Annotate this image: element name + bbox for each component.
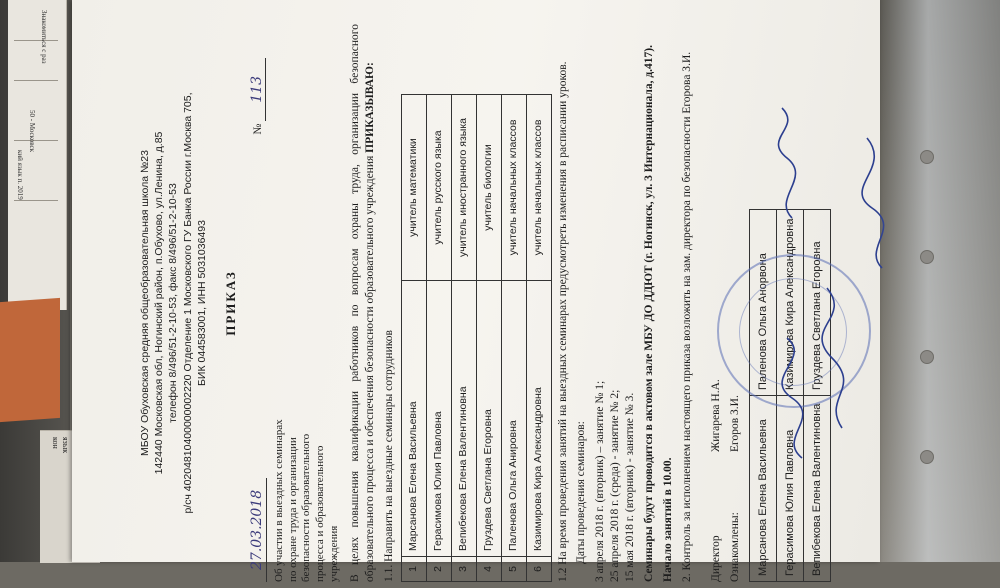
org-name: МБОУ Обуховская средняя общеобразовательная школа №23 [139, 150, 151, 456]
ack-cell: Герасимова Юлия Павловна [776, 396, 803, 582]
staff-name: Герасимова Юлия Павловна [426, 281, 451, 557]
staff-name: Вепибекова Елена Валентиновна [451, 281, 476, 557]
row-number: 4 [476, 557, 501, 582]
ack-cell: Паленова Ольга Анорвона [749, 210, 776, 396]
item-2: 2. Контроль за исполнением настоящего приказа возложить на зам. директора по безопасности Егорова З.И. [681, 51, 694, 582]
ack-cell: Груздева Светлана Егоровна [803, 210, 830, 396]
row-number: 5 [501, 557, 526, 582]
document-title: ПРИКАЗ [222, 270, 238, 336]
director-name: Жигарева Н.А. [710, 379, 722, 452]
subject-line: по охране труда и организации [286, 437, 299, 582]
side-text: 50 - Московск [28, 110, 36, 152]
staff-name: Груздева Светлана Егоровна [476, 281, 501, 557]
table-row [476, 95, 501, 582]
stack-text: кон [51, 437, 60, 449]
date-line [248, 58, 267, 582]
staff-role: учитель иностранного языка [451, 95, 476, 281]
start-time: Начало занятий в 10.00. [662, 457, 675, 582]
staff-table [401, 94, 552, 582]
row-number: 6 [526, 557, 551, 582]
subject-line: процесса и образовательного [314, 445, 327, 582]
ack-name: Егоров З.И. [728, 395, 741, 452]
staff-role: учитель биологии [476, 95, 501, 281]
side-text: кий язык п. 2019 [16, 150, 24, 200]
venue-text: Семинары будут проводится в актовом зале МБУ ДО ДДЮТ (г. Ногинск, ул. 3 Интернационала, д.417). [643, 45, 656, 582]
row-number: 2 [426, 557, 451, 582]
order-word: ПРИКАЗЫВАЮ: [363, 62, 376, 153]
order-number: 113 [249, 58, 266, 121]
date-item: 25 апреля 2018 г. (среда) - занятие № 2; [609, 389, 622, 582]
dates-label: Даты проведения семинаров: [575, 421, 588, 564]
org-bank: р/сч 40204810400000002220 Отделение 1 Московского ГУ Банка России г.Москва 705, [181, 92, 194, 514]
ack-cell: Марсанова Елена Васильевна [749, 396, 776, 582]
ack-cell: Казимирова Кира Александровна [776, 210, 803, 396]
staff-name: Паленова Ольга Анировна [501, 281, 526, 557]
number-sign: № [251, 123, 264, 135]
staff-role: учитель математики [401, 95, 426, 281]
org-phone: телефон 8/496/51-2-10-53, факс 8/496/51-2-10-53 [167, 183, 180, 423]
document-content [132, 18, 932, 588]
subject-line: Об участии в выездных семинарах [272, 419, 285, 582]
ack-cell: Вепибекова Елена Валентиновна [803, 396, 830, 582]
table-row [451, 95, 476, 582]
order-document [72, 0, 880, 582]
plastic-sleeve [880, 0, 1000, 562]
date-item: 15 мая 2018 г. (вторник) - занятие № 3. [624, 392, 637, 582]
item-1-2: 1.2 На время проведения занятий на выездных семинарах предусмотреть изменения в расписании уроков. [556, 61, 569, 582]
letterhead [138, 18, 209, 588]
table-row [501, 95, 526, 582]
date-item: 3 апреля 2018 г. (вторник) – занятие № 1; [594, 380, 607, 582]
staff-role: учитель начальных классов [526, 95, 551, 281]
ack-role: Ознакомлены: [728, 512, 741, 582]
side-text: Знакомиться с раз [40, 10, 48, 64]
table-row [401, 95, 426, 582]
row-number: 3 [451, 557, 476, 582]
staff-name: Казимирова Кира Александровна [526, 281, 551, 557]
row-number: 1 [401, 557, 426, 582]
staff-name: Марсанова Елена Васильевна [401, 281, 426, 557]
intro-paragraph [348, 24, 378, 582]
org-address: 142440 Московская обл, Ногинский район, п.Обухово, ул.Ленина, д.85 [153, 131, 166, 475]
stack-text: язык [61, 437, 70, 454]
side-document [8, 0, 67, 310]
table-row [426, 95, 451, 582]
subject-line: безопасности образовательного [300, 433, 313, 582]
table-row [526, 95, 551, 582]
subject-line: учреждения [327, 525, 340, 582]
org-ids: БИК 044583001, ИНН 5031036493 [195, 220, 208, 386]
item-1-1: 1.1. Направить на выездные семинары сотрудников [382, 330, 395, 582]
order-date: 27.03.2018 [248, 478, 267, 582]
orange-folder [0, 298, 60, 422]
subject-block [273, 18, 342, 582]
intro-text: В целях повышения квалификации работников по вопросам охраны труда, организации безопасного образовательного процесса и обеспечения безопасности образовательного учреждения [348, 24, 376, 582]
director-role: Директор [710, 535, 722, 582]
staff-role: учитель начальных классов [501, 95, 526, 281]
staff-role: учитель русского языка [426, 95, 451, 281]
